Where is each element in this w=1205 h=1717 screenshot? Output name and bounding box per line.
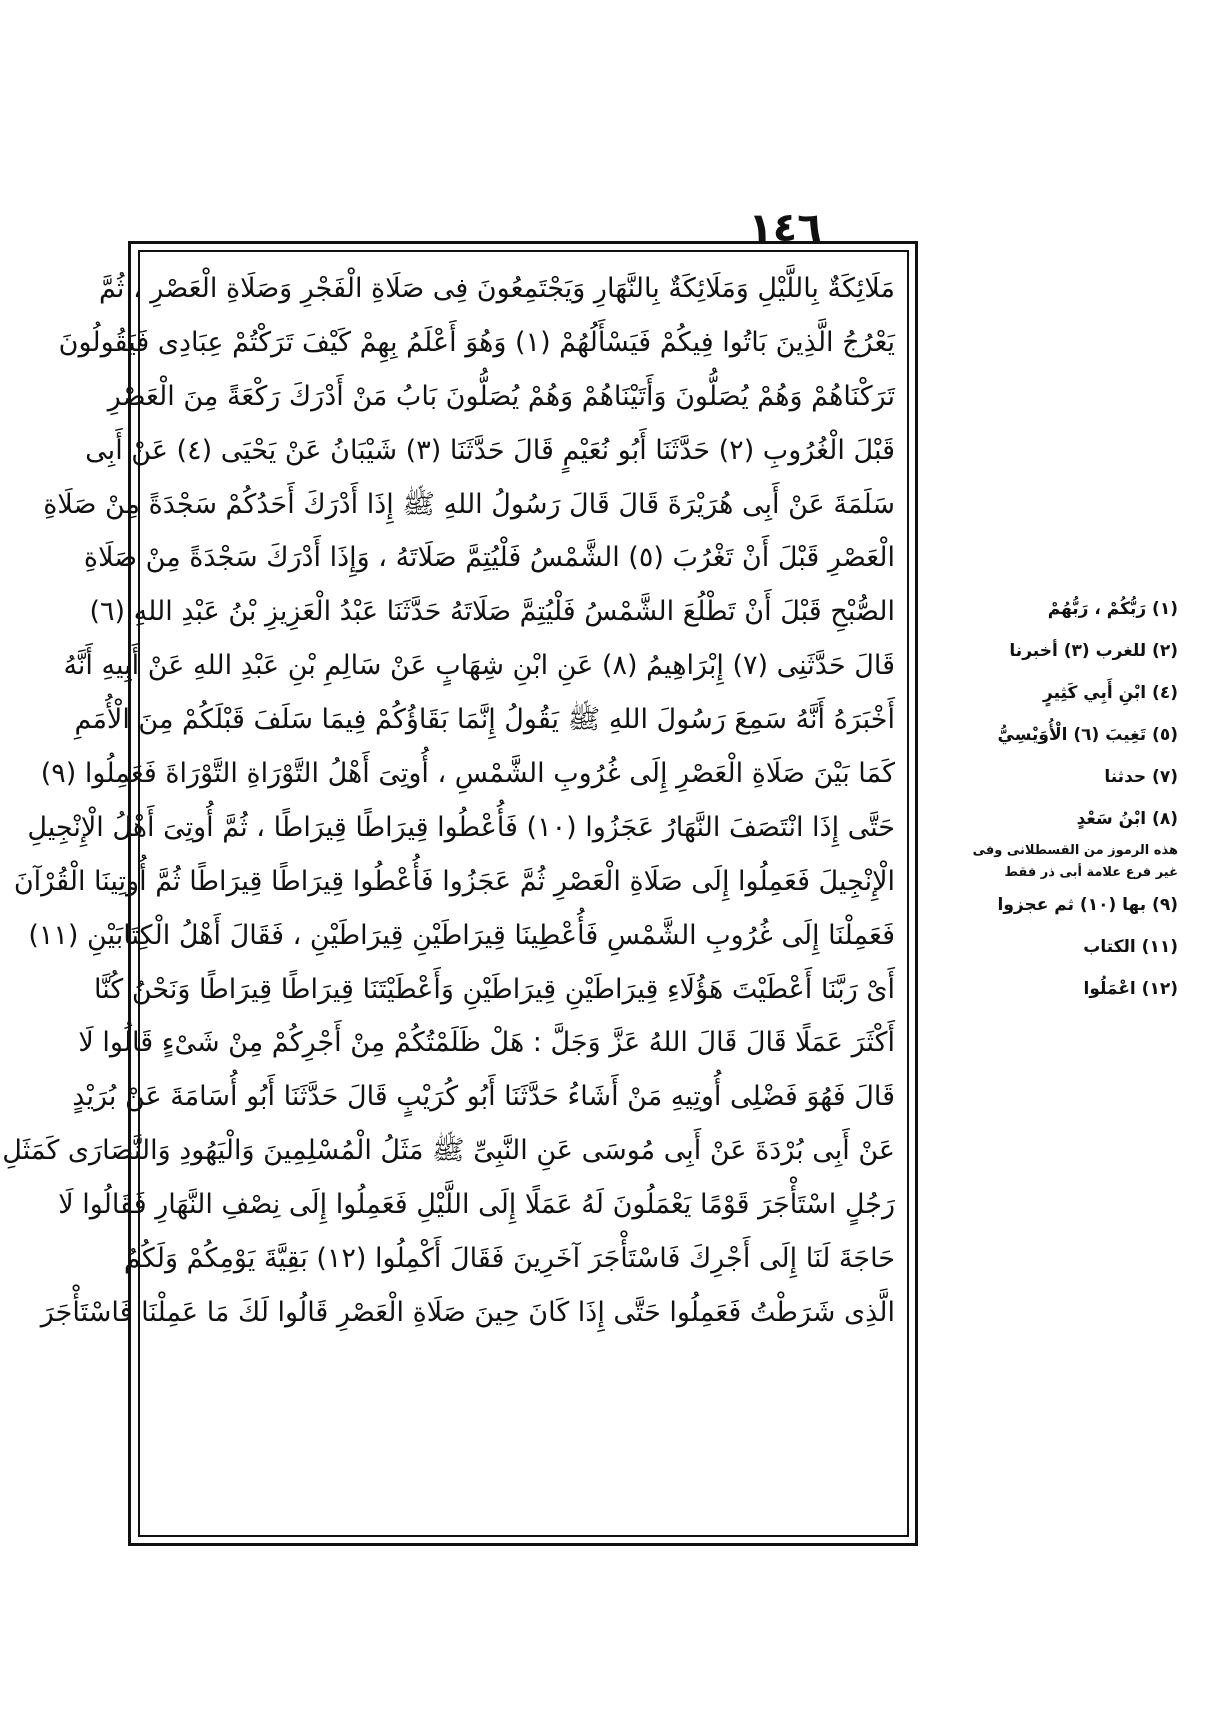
text-line: [152, 1340, 895, 1394]
margin-note: (١) رَبُّكُمْ ، رَبُّهُمْ: [1047, 599, 1178, 619]
margin-note: (٧) حدثنا: [1104, 767, 1178, 787]
text-line: حَاجَةَ لَنَا إِلَى أَجْرِكَ فَاسْتَأْجَرَ آخَرِينَ فَقَالَ أَكْمِلُوا (١٢) بَقِيَّةَ يَوْمِكُمْ وَلَكُمُ: [123, 1243, 895, 1275]
margin-note: (٨) ابْنُ سَعْدٍ: [1076, 809, 1178, 829]
text-line: قَالَ حَدَّثَنِى (٧) إِبْرَاهِيمُ (٨) عَنِ ابْنِ شِهَابٍ عَنْ سَالِمِ بْنِ عَبْدِ اللهِ عَنْ أَبِيهِ أَنَّهُ: [63, 650, 895, 682]
text-line: حَتَّى إِذَا انْتَصَفَ النَّهَارُ عَجَزُوا (١٠) فَأُعْطُوا قِيرَاطًا قِيرَاطًا ، ثُمَّ أُوتِىَ أَهْلُ الْإِنْجِيلِ: [27, 811, 895, 843]
margin-note: غير فرع علامة أبى ذر فقط: [1004, 865, 1178, 880]
page-number: ١٤٦: [748, 205, 822, 251]
text-line: [152, 1448, 895, 1502]
text-line: تَرَكْنَاهُمْ وَهُمْ يُصَلُّونَ وَأَتَيْنَاهُمْ وَهُمْ يُصَلُّونَ بَابُ مَنْ أَدْرَكَ رَكْعَةً مِنَ الْعَصْرِ: [107, 380, 895, 412]
text-line: كَمَا بَيْنَ صَلَاةِ الْعَصْرِ إِلَى غُرُوبِ الشَّمْسِ ، أُوتِىَ أَهْلُ التَّوْرَاةِ التَّوْرَاةَ فَعَمِلُوا (٩): [40, 758, 895, 790]
marginal-notes: [920, 588, 1178, 1010]
text-line: رَجُلٍ اسْتَأْجَرَ قَوْمًا يَعْمَلُونَ لَهُ عَمَلًا إِلَى اللَّيْلِ فَعَمِلُوا إِلَى نِصْفِ النَّهَارِ فَقَالُوا لَا: [58, 1189, 895, 1221]
margin-note: (١٢) اعْمَلُوا: [1083, 979, 1178, 999]
text-line: الْعَصْرِ قَبْلَ أَنْ تَغْرُبَ (٥) الشَّمْسُ فَلْيُتِمَّ صَلَاتَهُ ، وَإِذَا أَدْرَكَ سَجْدَةً مِنْ صَلَاةِ: [83, 542, 895, 574]
margin-note: (٥) تَغِيبَ (٦) الْأُوَيْسِيُّ: [997, 725, 1178, 745]
margin-note: (٩) بها (١٠) ثم عجزوا: [997, 895, 1178, 915]
margin-note: هذه الرموز من القسطلانى وفى: [972, 843, 1178, 858]
main-text-block: [2, 262, 895, 1524]
text-line: الَّذِى شَرَطْتُ فَعَمِلُوا حَتَّى إِذَا كَانَ حِينَ صَلَاةِ الْعَصْرِ قَالُوا لَكَ مَا عَمِلْنَا فَاسْتَأْجَرَ: [40, 1296, 895, 1328]
text-line: أَىْ رَبَّنَا أَعْطَيْتَ هَؤُلَاءِ قِيرَاطَيْنِ قِيرَاطَيْنِ وَأَعْطَيْتَنَا قِيرَاطًا قِيرَاطًا وَنَحْنُ كُنَّا: [94, 973, 895, 1005]
text-line: قَبْلَ الْغُرُوبِ (٢) حَدَّثَنَا أَبُو نُعَيْمٍ قَالَ حَدَّثَنَا (٣) شَيْبَانُ عَنْ يَحْيَى (٤) عَنْ أَبِى: [85, 434, 895, 466]
text-line: [152, 1394, 895, 1448]
text-line: عَنْ أَبِى بُرْدَةَ عَنْ أَبِى مُوسَى عَنِ النَّبِىِّ ﷺ مَثَلُ الْمُسْلِمِينَ وَالْيَهُودِ وَالنَّصَارَى كَمَثَلِ: [2, 1135, 895, 1167]
text-line: يَعْرُجُ الَّذِينَ بَاتُوا فِيكُمْ فَيَسْأَلُهُمْ (١) وَهُوَ أَعْلَمُ بِهِمْ كَيْفَ تَرَكْتُمْ عِبَادِى فَيَقُولُونَ: [58, 326, 895, 358]
margin-note: (٤) ابْنِ أَبِي كَثِيرٍ: [1043, 683, 1178, 703]
text-line: أَكْثَرَ عَمَلًا قَالَ قَالَ اللهُ عَزَّ وَجَلَّ : هَلْ ظَلَمْتُكُمْ مِنْ أَجْرِكُمْ مِنْ شَىْءٍ قَالُوا لَا: [78, 1027, 895, 1059]
text-line: الْإِنْجِيلَ فَعَمِلُوا إِلَى صَلَاةِ الْعَصْرِ ثُمَّ عَجَزُوا فَأُعْطُوا قِيرَاطًا قِيرَاطًا ثُمَّ أُوتِينَا الْقُرْآنَ: [13, 865, 895, 897]
text-line: قَالَ فَهُوَ فَضْلِى أُوتِيهِ مَنْ أَشَاءُ حَدَّثَنَا أَبُو كُرَيْبٍ قَالَ حَدَّثَنَا أَبُو أُسَامَةَ عَنْ بُرَيْدٍ: [72, 1081, 895, 1113]
margin-note: (١١) الكتاب: [1083, 937, 1178, 957]
text-line: فَعَمِلْنَا إِلَى غُرُوبِ الشَّمْسِ فَأُعْطِينَا قِيرَاطَيْنِ قِيرَاطَيْنِ ، فَقَالَ أَهْلُ الْكِتَابَيْنِ (١١): [28, 919, 895, 951]
text-line: مَلَائِكَةٌ بِاللَّيْلِ وَمَلَائِكَةٌ بِالنَّهَارِ وَيَجْتَمِعُونَ فِى صَلَاةِ الْفَجْرِ وَصَلَاةِ الْعَصْرِ ، ثُمَّ: [98, 273, 895, 304]
text-line: الصُّبْحِ قَبْلَ أَنْ تَطْلُعَ الشَّمْسُ فَلْيُتِمَّ صَلَاتَهُ حَدَّثَنَا عَبْدُ الْعَزِيزِ بْنُ عَبْدِ اللهِ (٦): [89, 596, 895, 628]
margin-note: (٢) للغرب (٣) أخبرنا: [1009, 641, 1178, 661]
text-line: سَلَمَةَ عَنْ أَبِى هُرَيْرَةَ قَالَ قَالَ رَسُولُ اللهِ ﷺ إِذَا أَدْرَكَ أَحَدُكُمْ سَجْدَةً مِنْ صَلَاةِ: [43, 488, 895, 520]
text-line: أَخْبَرَهُ أَنَّهُ سَمِعَ رَسُولَ اللهِ ﷺ يَقُولُ إِنَّمَا بَقَاؤُكُمْ فِيمَا سَلَفَ قَبْلَكُمْ مِنَ الْأُمَمِ: [74, 704, 895, 736]
